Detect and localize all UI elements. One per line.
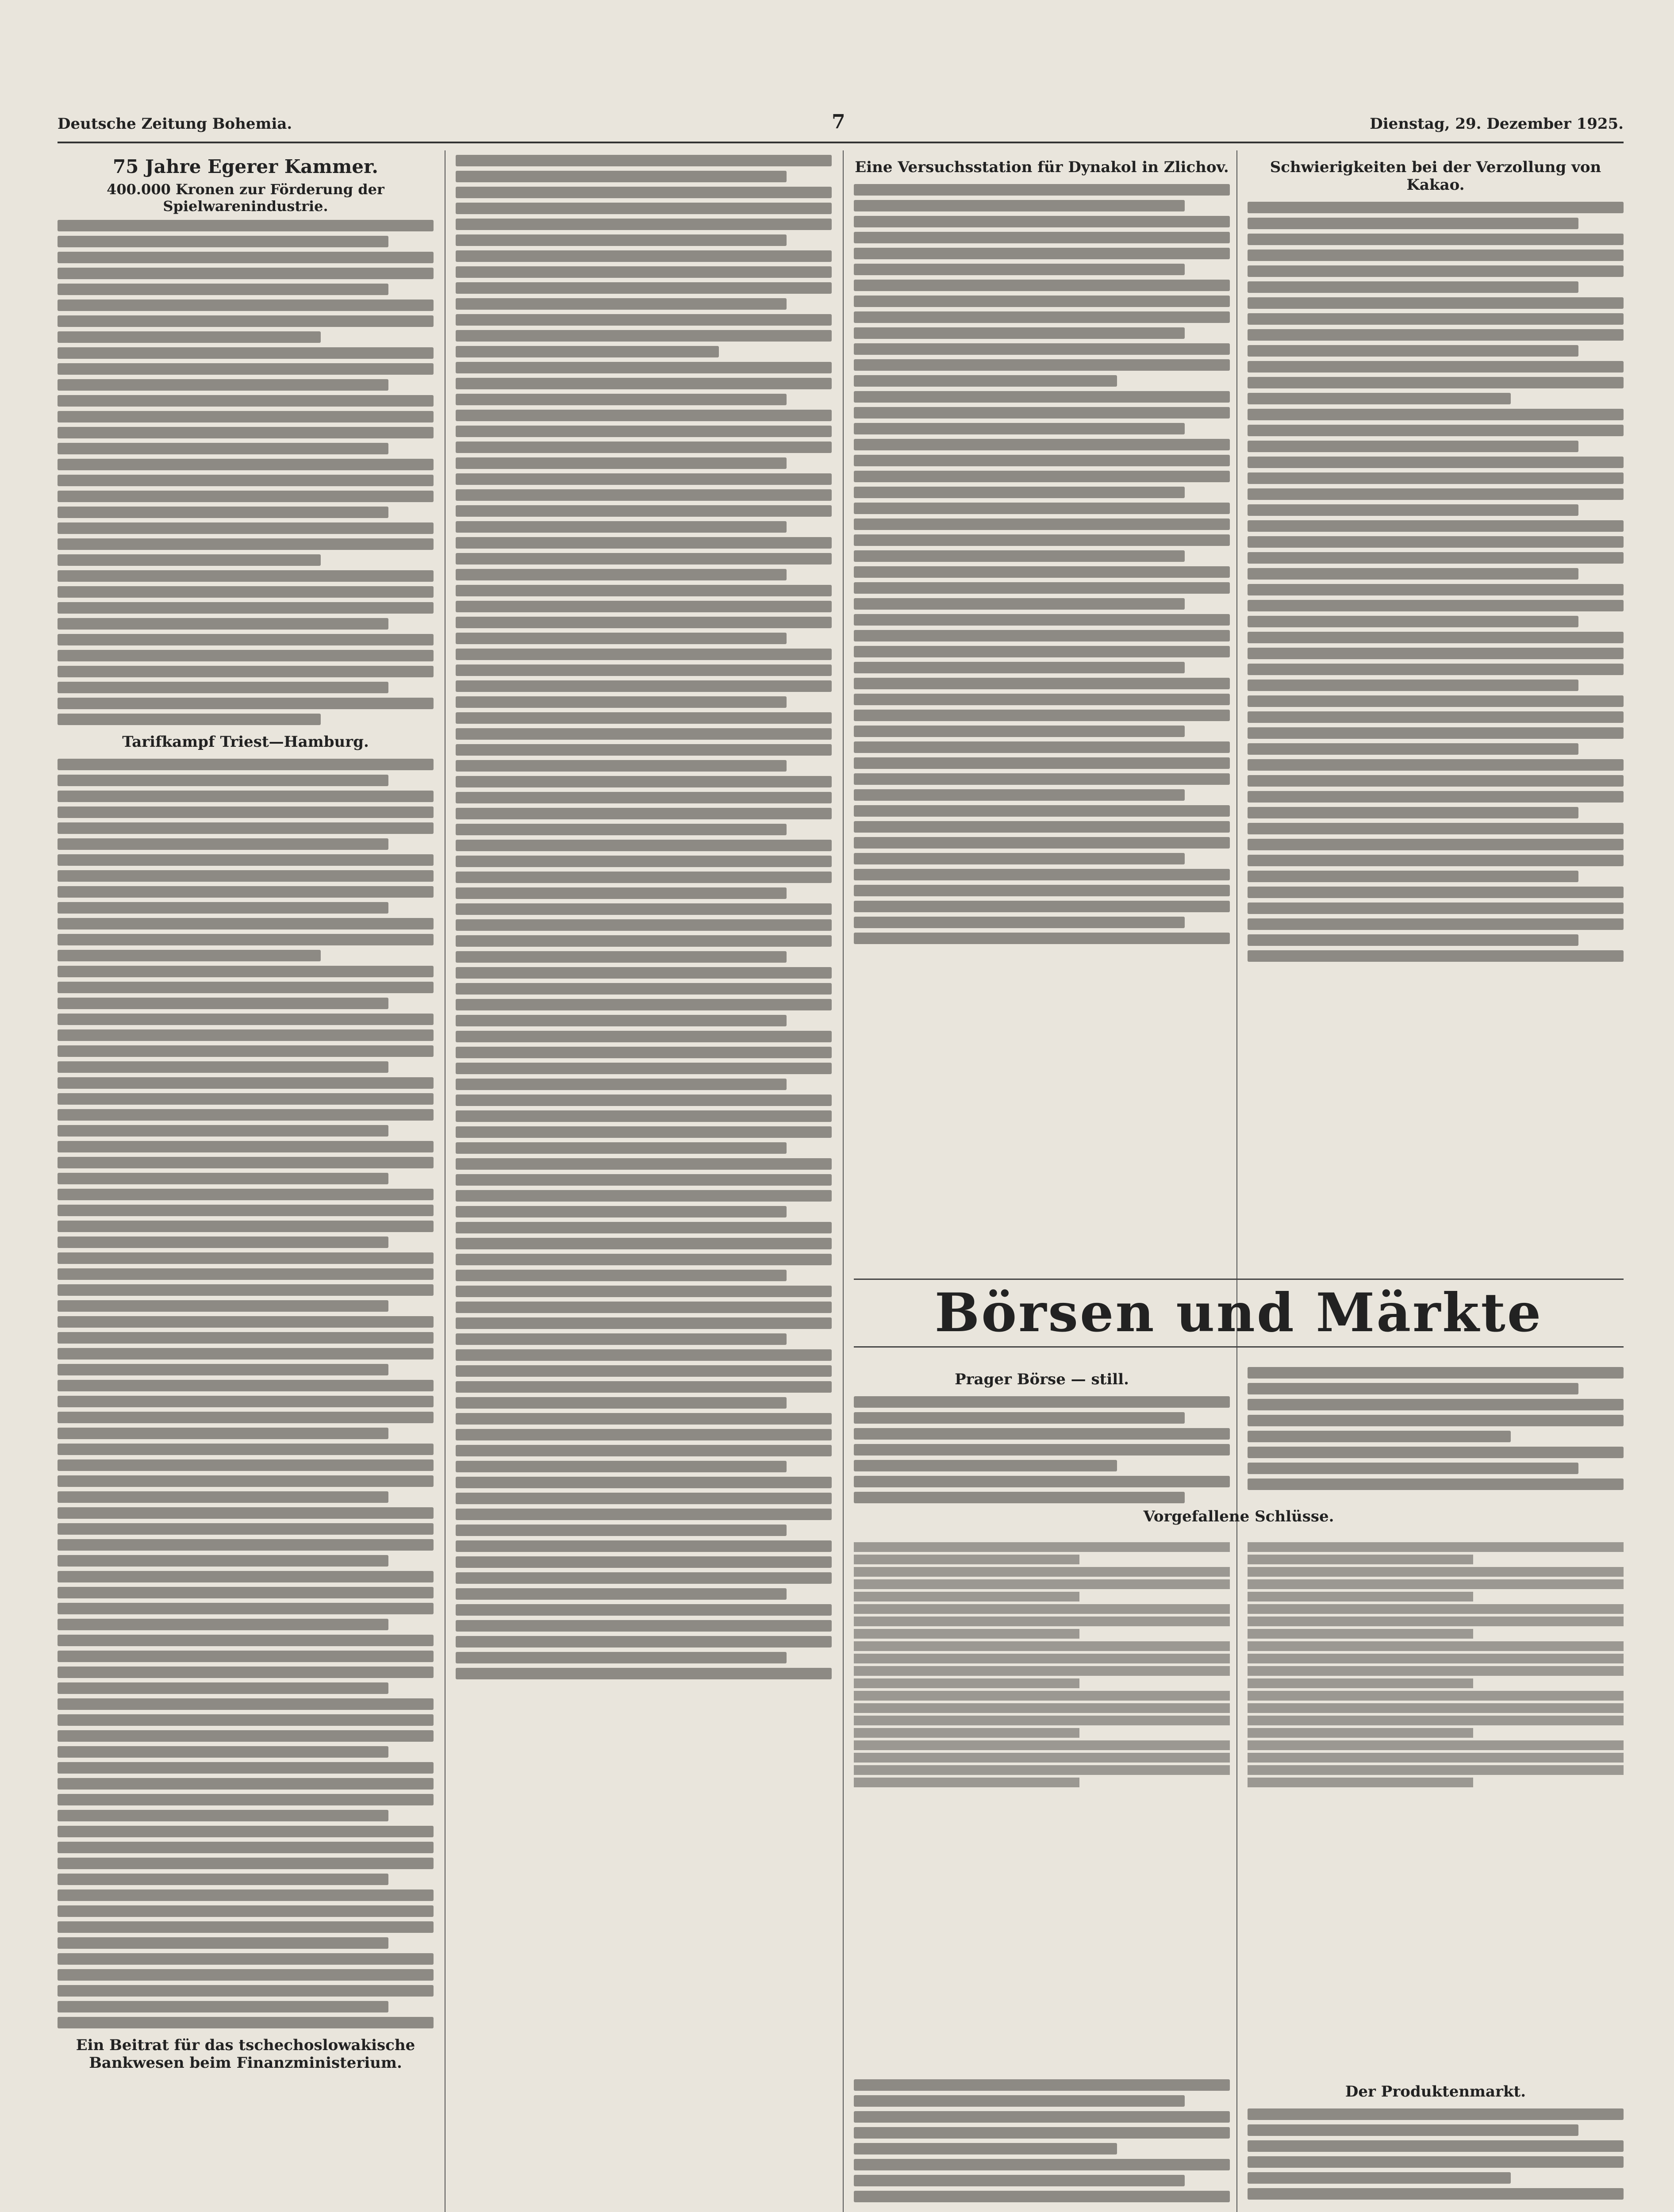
article-heading: Schwierigkeiten bei der Verzollung von Kakao. <box>1270 158 1601 194</box>
article-subtitle: 400.000 Kronen zur Förderung der Spielwarenindustrie. <box>107 181 384 215</box>
section-heading: Vorgefallene Schlüsse. <box>1143 1508 1334 1525</box>
page-number: 7 <box>832 111 845 133</box>
article-body <box>1248 2108 1624 2200</box>
bond-report <box>854 2075 1230 2212</box>
closing-rates-heading <box>854 1500 1624 1535</box>
column-1 <box>58 150 434 2212</box>
article-body <box>58 220 434 725</box>
column-divider <box>843 150 844 2212</box>
article-title: 75 Jahre Egerer Kammer. <box>112 156 379 177</box>
rates-table <box>854 1540 1230 2062</box>
article-heading: Tarifkampf Triest—Hamburg. <box>122 733 369 751</box>
column-2 <box>456 150 832 2212</box>
newspaper-title: Deutsche Zeitung Bohemia. <box>58 115 292 133</box>
product-market <box>1248 2075 1624 2212</box>
column-3 <box>854 150 1230 1265</box>
newspaper-page <box>58 111 1624 2212</box>
article-body <box>1248 202 1624 962</box>
issue-date: Dienstag, 29. Dezember 1925. <box>1370 115 1624 133</box>
column-divider <box>1236 150 1237 2212</box>
section-heading: Prager Börse — still. <box>955 1371 1129 1388</box>
section-heading: Der Produktenmarkt. <box>1345 2083 1526 2101</box>
article-body <box>1248 1367 1624 1490</box>
article-body <box>456 155 832 1679</box>
article-heading: Eine Versuchsstation für Dynakol in Zlichov. <box>855 158 1229 176</box>
article-body <box>854 1396 1230 1503</box>
rates-table <box>1248 1540 1624 2062</box>
article-body <box>854 184 1230 944</box>
article-heading: Ein Beitrat für das tschechoslowakische Bankwesen beim Finanzministerium. <box>76 2036 415 2072</box>
article-body <box>58 759 434 2028</box>
column-4 <box>1248 150 1624 1265</box>
markets-section-title: Börsen und Märkte <box>854 1279 1624 1348</box>
article-body <box>854 2079 1230 2202</box>
page-header <box>58 111 1624 143</box>
